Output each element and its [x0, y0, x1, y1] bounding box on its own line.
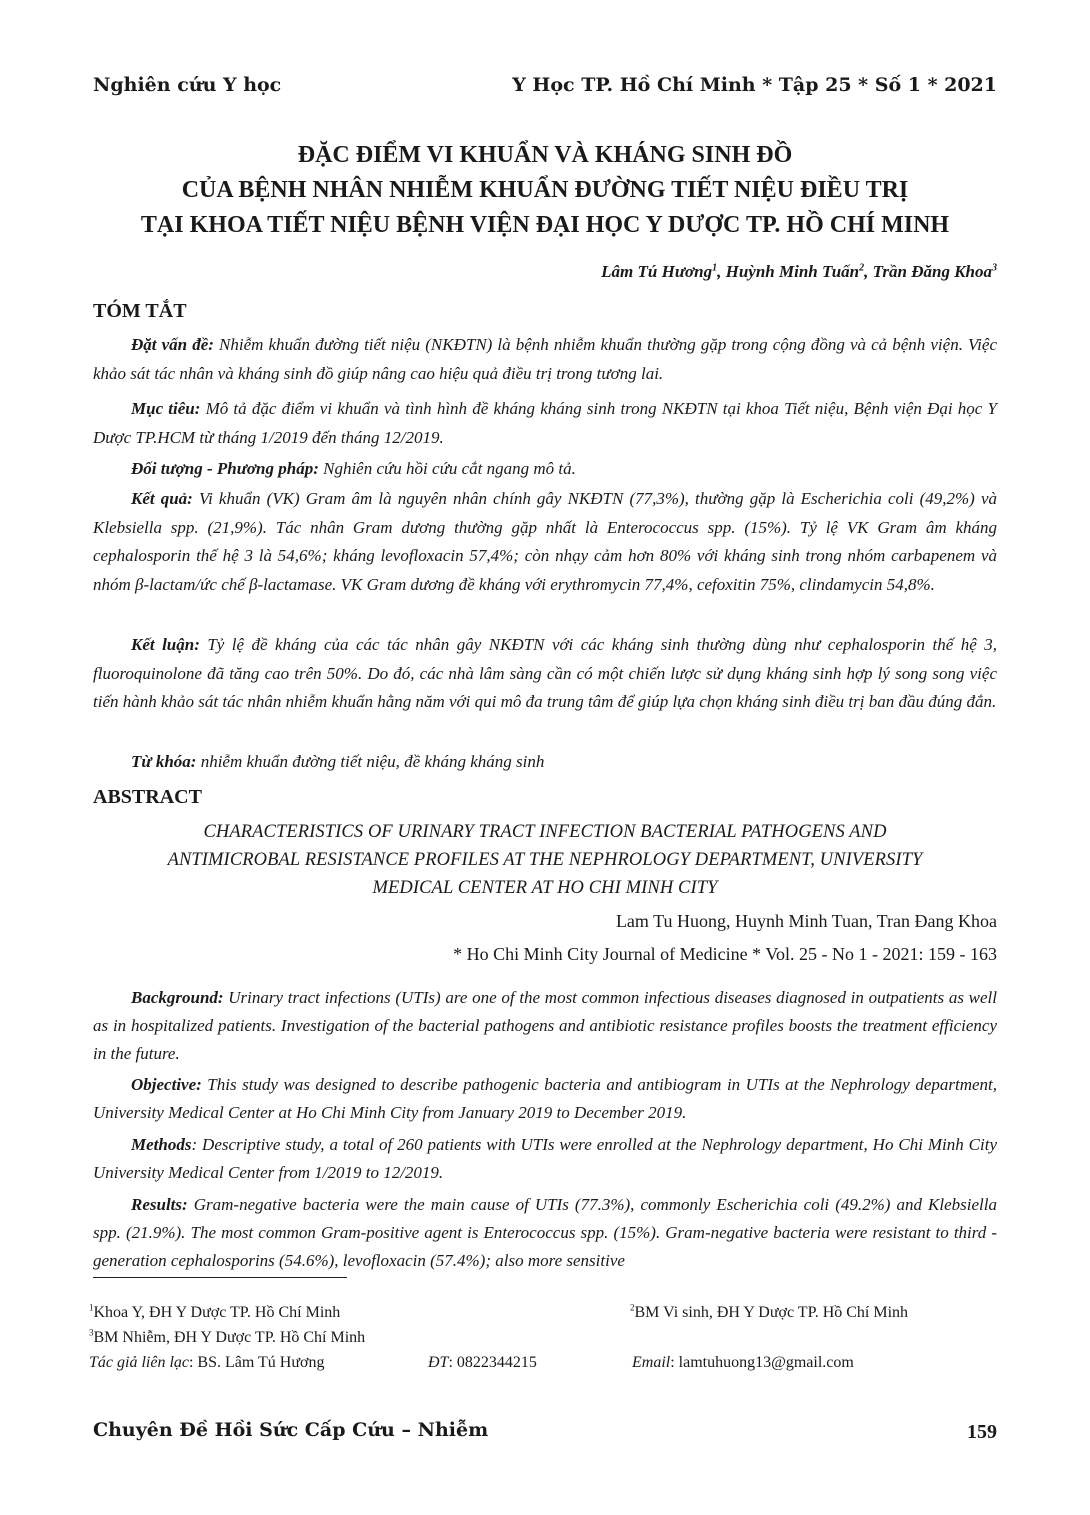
section-label: Kết quả: — [131, 489, 193, 508]
running-header-left: Nghiên cứu Y học — [93, 74, 282, 96]
section-label: Đặt vấn đề: — [131, 335, 214, 354]
contact-phone — [428, 1354, 537, 1372]
section-text: Vi khuẩn (VK) Gram âm là nguyên nhân chính gây NKĐTN (77,3%), thường gặp là Escherichia coli (49,2%) và Klebsiella spp. (21,9%). Tác nhân Gram dương thường gặp nhất là Enterococcus spp. (15%). Tỷ lệ VK Gram âm kháng cephalosporin thế hệ 3 là 54,6%; kháng levofloxacin 57,4%; còn nhạy cảm hơn 80% với kháng sinh trong nhóm carbapenem và nhóm β-lactam/ức chế β-lactamase. VK Gram dương đề kháng với erythromycin 77,4%, cefoxitin 75%, clindamycin 54,8%. — [93, 489, 997, 594]
abstract-background — [93, 984, 997, 1068]
english-title-line: MEDICAL CENTER AT HO CHI MINH CITY — [372, 878, 718, 898]
footnote-marker: 1 — [89, 1302, 94, 1313]
abstract-methods — [93, 1131, 997, 1187]
summary-heading: TÓM TẮT — [93, 300, 187, 322]
section-label: Background: — [131, 988, 224, 1007]
citation: * Ho Chi Minh City Journal of Medicine * Vol. 25 - No 1 - 2021: 159 - 163 — [453, 944, 997, 964]
english-title-line: CHARACTERISTICS OF URINARY TRACT INFECTION BACTERIAL PATHOGENS AND — [203, 822, 887, 842]
section-text: This study was designed to describe pathogenic bacteria and antibiogram in UTIs at the Nephrology department, University Medical Center at Ho Chi Minh City from January 2019 to December 2019. — [93, 1075, 997, 1122]
affiliation-marker: 1 — [712, 262, 718, 274]
section-label: Đối tượng - Phương pháp: — [131, 459, 319, 478]
affiliation-marker: 3 — [992, 262, 997, 274]
section-text: Gram-negative bacteria were the main cause of UTIs (77.3%), commonly Escherichia coli (49.2%) and Klebsiella spp. (21.9%). The most common Gram-positive agent is Enterococcus spp. (15%). Gram-negative bacteria were resistant to third - generation cephalosporins (54.6%), levofloxacin (57.4%); also more sensitive — [93, 1195, 997, 1270]
section-text: nhiễm khuẩn đường tiết niệu, đề kháng kháng sinh — [196, 752, 545, 771]
summary-results — [93, 485, 997, 599]
abstract-results — [93, 1191, 997, 1275]
section-text: Nhiễm khuẩn đường tiết niệu (NKĐTN) là bệnh nhiễm khuẩn thường gặp trong cộng đồng và cả bệnh viện. Việc khảo sát tác nhân và kháng sinh đồ giúp nâng cao hiệu quả điều trị trong tương lai. — [93, 335, 997, 383]
footnote-affiliation-2 — [630, 1304, 908, 1322]
contact-value: : BS. Lâm Tú Hương — [188, 1354, 325, 1371]
section-label: Objective: — [131, 1075, 202, 1094]
author-name: Lâm Tú Hương — [601, 262, 713, 281]
section-text: Mô tả đặc điểm vi khuẩn và tình hình đề kháng kháng sinh trong NKĐTN tại khoa Tiết niệu, Bệnh viện Đại học Y Dược TP.HCM từ tháng 1/2019 đến tháng 12/2019. — [93, 399, 997, 447]
abstract-objective — [93, 1071, 997, 1127]
author-name: Trần Đăng Khoa — [872, 262, 992, 281]
article-title — [93, 138, 997, 243]
footnote-marker: 3 — [89, 1327, 94, 1338]
email-label: Email — [632, 1354, 671, 1371]
summary-methods — [93, 455, 997, 484]
author-name: Huỳnh Minh Tuấn — [725, 262, 860, 281]
corresponding-author — [89, 1354, 325, 1372]
footnote-text: BM Nhiễm, ĐH Y Dược TP. Hồ Chí Minh — [93, 1329, 366, 1346]
footnote-text: BM Vi sinh, ĐH Y Dược TP. Hồ Chí Minh — [634, 1304, 909, 1321]
section-text: Urinary tract infections (UTIs) are one of the most common infectious diseases diagnosed in outpatients as well as in hospitalized patients. Investigation of the bacterial pathogens and antibiotic resistance profiles boosts the treatment efficiency in the future. — [93, 988, 997, 1063]
affiliation-marker: 2 — [859, 262, 865, 274]
footnote-affiliation-3 — [89, 1329, 365, 1347]
running-footer: Chuyên Đề Hồi Sức Cấp Cứu – Nhiễm — [93, 1419, 489, 1441]
section-label: Kết luận: — [131, 635, 200, 654]
section-text: Tỷ lệ đề kháng của các tác nhân gây NKĐTN với các kháng sinh thường dùng như cephalosporin thế hệ 3, fluoroquinolone đã tăng cao trên 50%. Do đó, các nhà lâm sàng cần có một chiến lược sử dụng kháng sinh hợp lý song song việc tiến hành khảo sát tác nhân nhiễm khuẩn hằng năm với qui mô đa trung tâm để giúp lựa chọn kháng sinh điều trị ban đầu đúng đắn. — [93, 635, 997, 711]
author-separator: , — [717, 262, 726, 281]
abstract-heading: ABSTRACT — [93, 786, 202, 808]
english-title — [93, 818, 997, 902]
author-separator: , — [864, 262, 873, 281]
summary-objective — [93, 395, 997, 452]
section-label: Từ khóa: — [131, 752, 197, 771]
title-line: ĐẶC ĐIỂM VI KHUẨN VÀ KHÁNG SINH ĐỒ — [297, 142, 793, 168]
summary-background — [93, 331, 997, 388]
summary-keywords — [93, 748, 997, 777]
footnote-affiliation-1 — [89, 1304, 340, 1322]
section-label: Mục tiêu: — [131, 399, 201, 418]
page-number: 159 — [967, 1421, 997, 1443]
section-text: Nghiên cứu hồi cứu cắt ngang mô tả. — [318, 459, 576, 478]
footnote-text: Khoa Y, ĐH Y Dược TP. Hồ Chí Minh — [93, 1304, 341, 1321]
section-label: Methods — [131, 1135, 192, 1154]
english-title-line: ANTIMICROBAL RESISTANCE PROFILES AT THE NEPHROLOGY DEPARTMENT, UNIVERSITY — [167, 850, 923, 870]
phone-value: : 0822344215 — [448, 1354, 537, 1371]
running-header-right: Y Học TP. Hồ Chí Minh * Tập 25 * Số 1 * 2021 — [512, 74, 997, 96]
contact-label: Tác giả liên lạc — [89, 1354, 189, 1371]
footnote-divider — [93, 1277, 347, 1278]
phone-label: ĐT — [428, 1354, 449, 1371]
section-label: Results: — [131, 1195, 188, 1214]
title-line: TẠI KHOA TIẾT NIỆU BỆNH VIỆN ĐẠI HỌC Y DƯỢC TP. HỒ CHÍ MINH — [140, 212, 950, 238]
authors-english: Lam Tu Huong, Huynh Minh Tuan, Tran Đang Khoa — [615, 911, 997, 931]
email-value: : lamtuhuong13@gmail.com — [670, 1354, 854, 1371]
section-text: : Descriptive study, a total of 260 patients with UTIs were enrolled at the Nephrology department, Ho Chi Minh City University Medical Center from 1/2019 to 12/2019. — [93, 1135, 997, 1182]
summary-conclusion — [93, 631, 997, 717]
contact-email — [632, 1354, 854, 1372]
authors-vietnamese — [601, 262, 997, 282]
title-line: CỦA BỆNH NHÂN NHIỄM KHUẨN ĐƯỜNG TIẾT NIỆU ĐIỀU TRỊ — [181, 177, 909, 203]
footnote-marker: 2 — [630, 1302, 635, 1313]
